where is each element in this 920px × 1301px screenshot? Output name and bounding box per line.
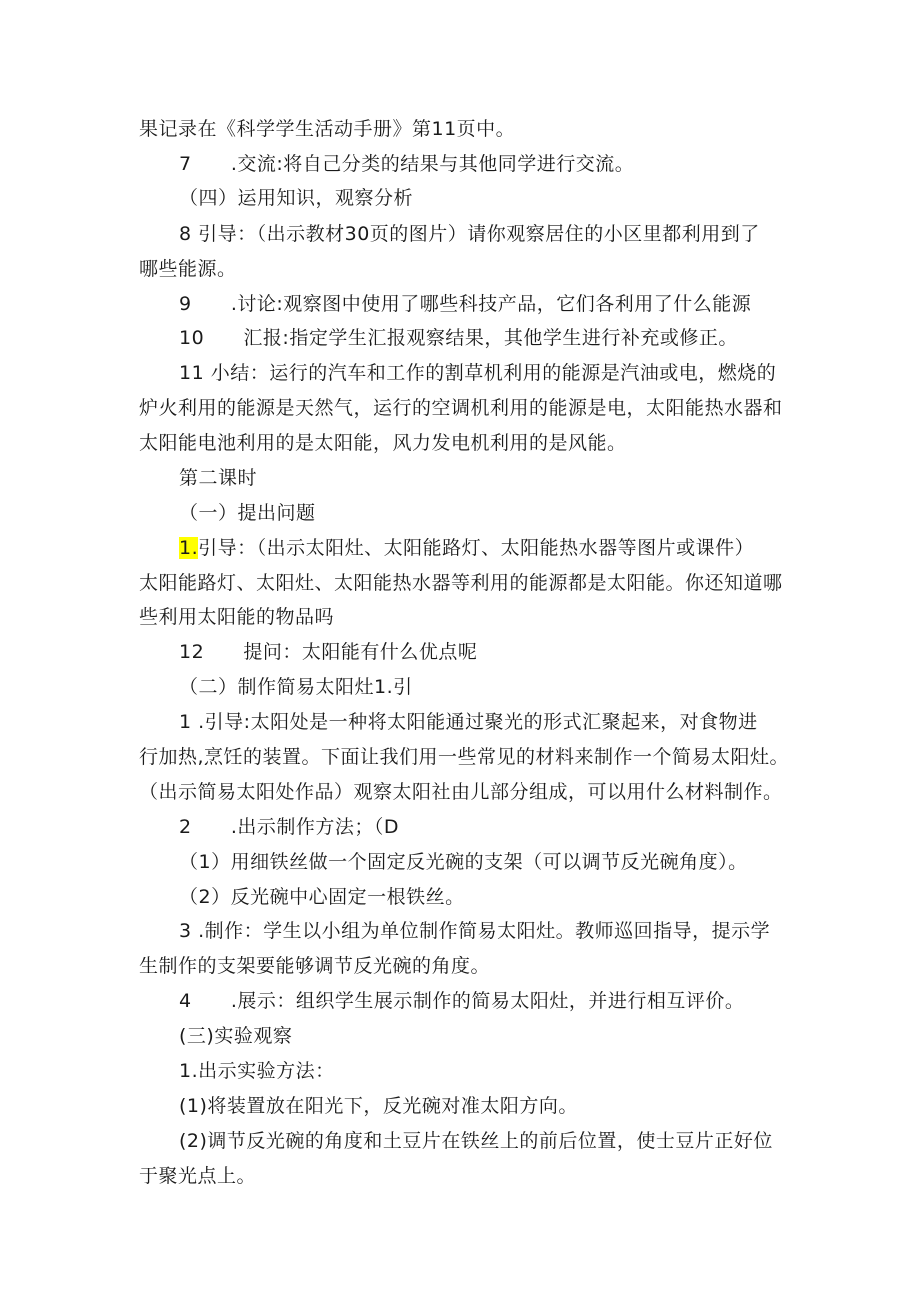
text-line: 9 .讨论:观察图中使用了哪些科技产品，它们各利用了什么能源	[179, 293, 752, 315]
highlighted-number: 1.	[179, 537, 199, 559]
text-line-rest: 引导：（出示太阳灶、太阳能路灯、太阳能热水器等图片或课件）	[198, 537, 755, 559]
text-line: 1 .引导:太阳处是一种将太阳能通过聚光的形式汇聚起来，对食物进	[179, 711, 758, 733]
text-line: 太阳能电池利用的是太阳能，风力发电机利用的是风能。	[139, 432, 627, 454]
text-line: 12 提问：太阳能有什么优点呢	[179, 641, 478, 663]
text-line: 3 .制作：学生以小组为单位制作简易太阳灶。教师巡回指导，提示学	[179, 920, 771, 942]
text-line: 8 引导：（出示教材30页的图片）请你观察居住的小区里都利用到了	[179, 223, 760, 245]
text-line: （2）反光碗中心固定一根铁丝。	[179, 886, 465, 908]
lesson-heading: 第二课时	[179, 467, 258, 489]
text-line: (2)调节反光碗的角度和土豆片在铁丝上的前后位置，使士豆片正好位	[179, 1130, 773, 1152]
text-line: (1)将装置放在阳光下，反光碗对准太阳方向。	[179, 1095, 578, 1117]
section-heading: （二）制作简易太阳灶1.引	[179, 676, 413, 698]
text-line: 于聚光点上。	[139, 1165, 257, 1187]
text-line: 太阳能路灯、太阳灶、太阳能热水器等利用的能源都是太阳能。你还知道哪	[139, 572, 783, 594]
text-line: 生制作的支架要能够调节反光碗的角度。	[139, 955, 491, 977]
section-heading: (三)实验观察	[179, 1025, 293, 1047]
text-line: 7 .交流:将自己分类的结果与其他同学进行交流。	[179, 153, 635, 175]
text-line: 果记录在《科学学生活动手册》第11页中。	[139, 118, 516, 140]
text-line: （出示简易太阳处作品）观察太阳社由儿部分组成，可以用什么材料制作。	[139, 781, 783, 803]
text-line: 炉火利用的能源是天然气，运行的空调机利用的能源是电，太阳能热水器和	[139, 397, 783, 419]
text-line: 1.出示实验方法：	[179, 1060, 335, 1082]
text-line	[179, 536, 839, 560]
text-line: 些利用太阳能的物品吗	[139, 606, 335, 628]
text-line: 10 汇报:指定学生汇报观察结果，其他学生进行补充或修正。	[179, 327, 738, 349]
text-line: 11 小结：运行的汽车和工作的割草机利用的能源是汽油或电，燃烧的	[179, 362, 777, 384]
text-line: 行加热,烹饪的装置。下面让我们用一些常见的材料来制作一个简易太阳灶。	[139, 746, 790, 768]
text-line: 4 .展示：组织学生展示制作的简易太阳灶，并进行相互评价。	[179, 990, 745, 1012]
section-heading: （四）运用知识，观察分析	[179, 187, 414, 209]
text-line: 2 .出示制作方法；（D	[179, 816, 399, 838]
text-line: 哪些能源。	[139, 258, 237, 280]
text-line: （1）用细铁丝做一个固定反光碗的支架（可以调节反光碗角度）。	[179, 851, 748, 873]
section-heading: （一）提出问题	[179, 502, 316, 524]
